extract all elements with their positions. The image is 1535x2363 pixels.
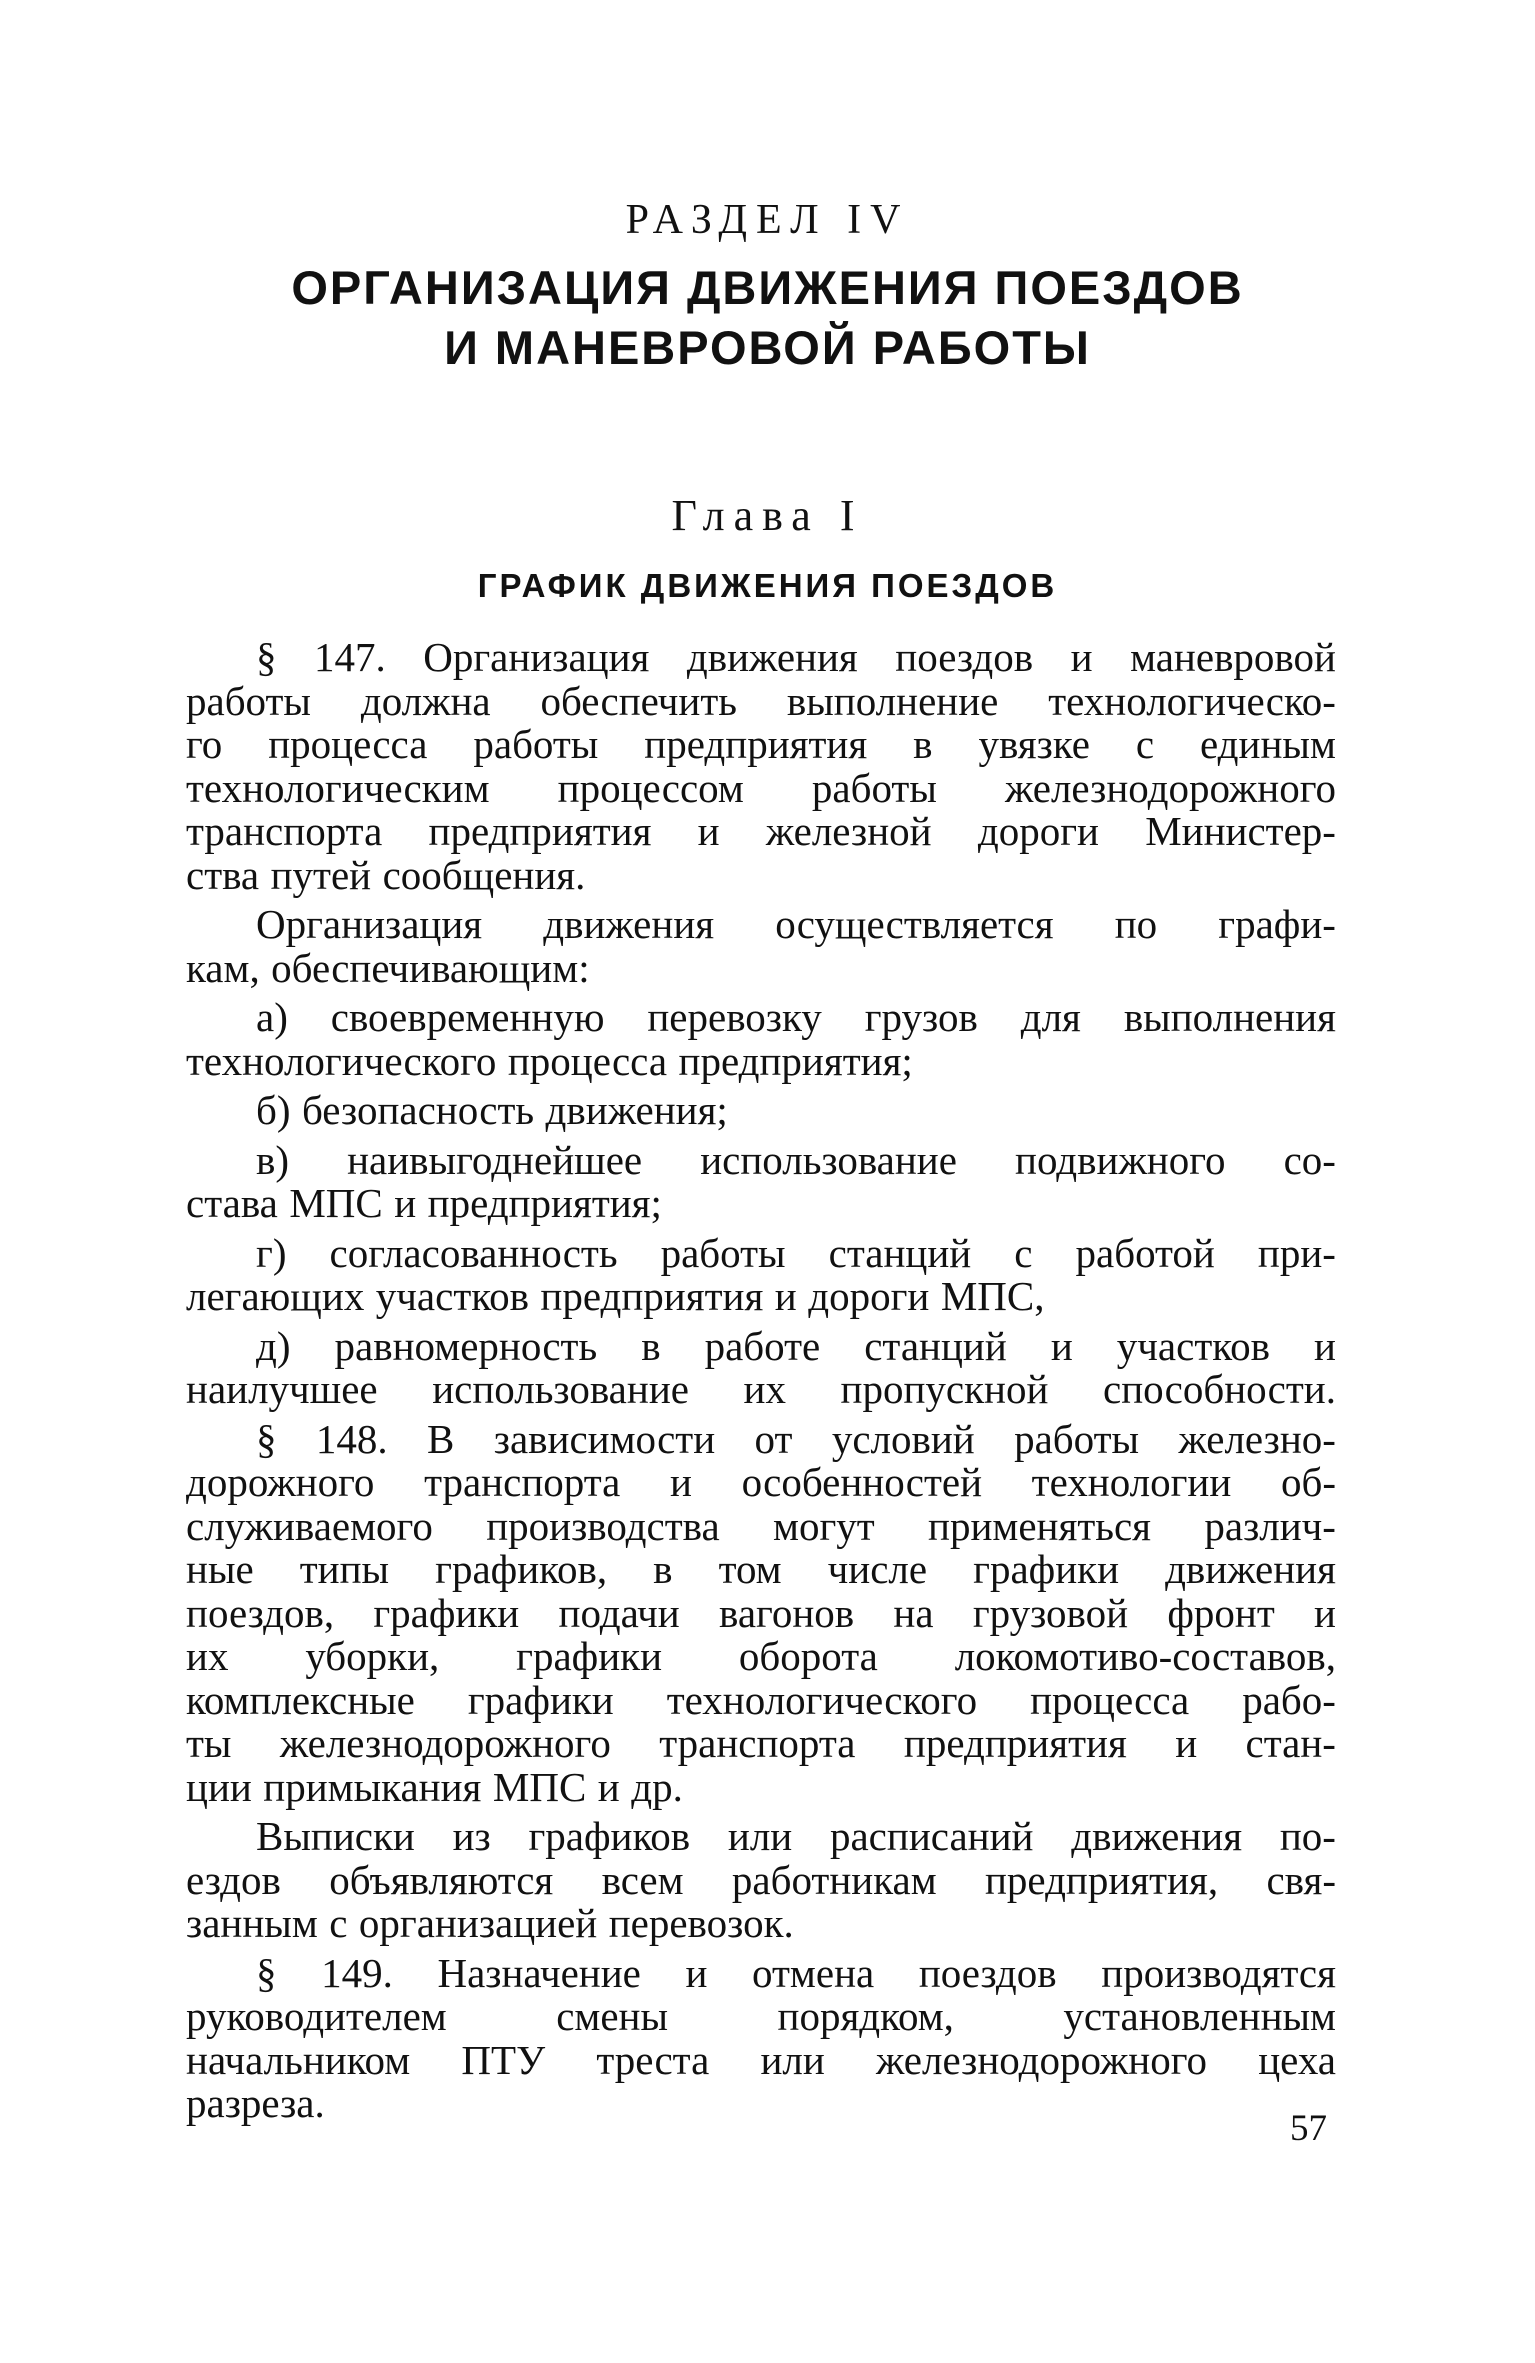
word: в bbox=[913, 721, 933, 767]
text-line bbox=[186, 2036, 1336, 2083]
word: д) bbox=[256, 1322, 291, 1369]
word: маневровой bbox=[1130, 634, 1336, 680]
word: со- bbox=[1283, 1136, 1336, 1183]
word: Выписки bbox=[256, 1813, 415, 1859]
word: их bbox=[743, 1366, 786, 1412]
word: графи- bbox=[1218, 901, 1336, 947]
word: сообщения. bbox=[382, 851, 586, 898]
word: и bbox=[1050, 1322, 1073, 1369]
word: процесса bbox=[268, 721, 428, 767]
word: ства bbox=[186, 851, 260, 898]
word: занным bbox=[186, 1900, 318, 1946]
word: разреза. bbox=[186, 2080, 325, 2126]
text-line bbox=[186, 1322, 1336, 1369]
word: пропускной bbox=[840, 1366, 1049, 1412]
text-line bbox=[186, 1902, 1336, 1946]
word: грузов bbox=[864, 994, 978, 1040]
word: и bbox=[1070, 634, 1093, 680]
word: работникам bbox=[731, 1856, 937, 1903]
word: перевозок. bbox=[608, 1900, 794, 1946]
word: служиваемого bbox=[186, 1502, 433, 1549]
word: наилучшее bbox=[186, 1366, 378, 1412]
word: ные bbox=[186, 1546, 254, 1592]
word: а) bbox=[256, 994, 288, 1040]
word: цеха bbox=[1258, 2036, 1336, 2083]
word: кам, bbox=[186, 944, 260, 991]
word: процесса bbox=[1030, 1676, 1190, 1723]
body-text bbox=[186, 636, 1336, 2126]
word: увязке bbox=[978, 721, 1090, 767]
word: оборота bbox=[738, 1633, 878, 1679]
word: использование bbox=[700, 1136, 957, 1183]
word: особенностей bbox=[741, 1459, 983, 1505]
word: поездов, bbox=[186, 1589, 335, 1636]
chapter-title: ГРАФИК ДВИЖЕНИЯ ПОЕЗДОВ bbox=[477, 567, 1058, 604]
word: подачи bbox=[558, 1589, 680, 1636]
word: транспорта bbox=[186, 808, 383, 854]
word: или bbox=[727, 1813, 793, 1859]
word: подвижного bbox=[1015, 1136, 1226, 1183]
word: поездов bbox=[918, 1949, 1057, 1996]
word: ПТУ bbox=[461, 2036, 546, 2083]
text-line bbox=[186, 1461, 1336, 1505]
word: том bbox=[718, 1546, 782, 1592]
word: § bbox=[256, 1415, 277, 1462]
word: своевременную bbox=[330, 994, 605, 1040]
word: из bbox=[452, 1813, 491, 1859]
word: В bbox=[427, 1415, 455, 1462]
word: технологическим bbox=[186, 764, 490, 811]
text-line bbox=[186, 636, 1336, 680]
text-line bbox=[186, 1548, 1336, 1592]
word: равномерность bbox=[334, 1322, 598, 1369]
text-line bbox=[186, 903, 1336, 947]
word: графиков, bbox=[435, 1546, 608, 1592]
word: путей bbox=[270, 851, 372, 898]
word: работой bbox=[1075, 1229, 1215, 1276]
word: станций bbox=[828, 1229, 972, 1276]
word: предприятия bbox=[644, 721, 868, 767]
word: их bbox=[186, 1633, 229, 1679]
text-line bbox=[186, 1856, 1336, 1903]
word: в) bbox=[256, 1136, 290, 1183]
text-line bbox=[186, 1589, 1336, 1636]
word: ездов bbox=[186, 1856, 281, 1903]
word: производства bbox=[486, 1502, 720, 1549]
word: става bbox=[186, 1180, 278, 1226]
word: движения bbox=[1165, 1546, 1336, 1592]
word: технологическо- bbox=[1048, 677, 1336, 724]
section-label: РАЗДЕЛ IV bbox=[625, 197, 910, 243]
word: участков bbox=[1116, 1322, 1270, 1369]
word: МПС bbox=[289, 1180, 383, 1226]
word: процессом bbox=[557, 764, 744, 811]
word: движения; bbox=[545, 1087, 728, 1133]
word: работы bbox=[811, 764, 937, 811]
word: графики bbox=[973, 1546, 1120, 1592]
word: числе bbox=[827, 1546, 928, 1592]
word: примыкания bbox=[263, 1763, 482, 1810]
text-line bbox=[186, 1635, 1336, 1679]
word: согласованность bbox=[329, 1229, 618, 1276]
text-line bbox=[186, 764, 1336, 811]
text-line bbox=[186, 1722, 1336, 1766]
word: го bbox=[186, 721, 223, 767]
word: единым bbox=[1200, 721, 1336, 767]
word: и bbox=[685, 1949, 708, 1996]
word: локомотиво-составов, bbox=[954, 1633, 1336, 1679]
word: движения bbox=[1071, 1813, 1243, 1859]
word: технологического bbox=[666, 1676, 978, 1723]
text-line bbox=[186, 1136, 1336, 1183]
word: предприятия bbox=[540, 1273, 764, 1319]
text-line bbox=[186, 851, 1336, 898]
word: и bbox=[597, 1763, 620, 1810]
word: и bbox=[670, 1459, 692, 1505]
word: Организация bbox=[423, 634, 650, 680]
word: по bbox=[1114, 901, 1158, 947]
word: производятся bbox=[1101, 1949, 1336, 1996]
word: железнодорожного bbox=[1004, 764, 1336, 811]
word: с bbox=[1135, 721, 1155, 767]
word: технологии bbox=[1031, 1459, 1232, 1505]
word: Организация bbox=[256, 901, 483, 947]
word: треста bbox=[596, 2036, 710, 2083]
word: графики bbox=[467, 1676, 614, 1723]
word: наивыгоднейшее bbox=[347, 1136, 643, 1183]
word: движения bbox=[543, 901, 715, 947]
text-line bbox=[186, 810, 1336, 854]
word: обеспечить bbox=[540, 677, 737, 724]
word: работе bbox=[704, 1322, 821, 1369]
word: или bbox=[760, 2036, 825, 2083]
word: железной bbox=[765, 808, 932, 854]
text-line bbox=[186, 1037, 1336, 1084]
word: и bbox=[394, 1180, 417, 1226]
text-line bbox=[186, 996, 1336, 1040]
section-title bbox=[0, 258, 1535, 378]
word: стан- bbox=[1245, 1720, 1336, 1766]
word: графики bbox=[373, 1589, 520, 1636]
word: Назначение bbox=[437, 1949, 641, 1996]
word: грузовой bbox=[972, 1589, 1129, 1636]
word: МПС bbox=[492, 1763, 587, 1810]
word: на bbox=[893, 1589, 934, 1636]
text-line bbox=[186, 1815, 1336, 1859]
word: и bbox=[1175, 1720, 1198, 1766]
word: свя- bbox=[1266, 1856, 1336, 1903]
word: выполнение bbox=[786, 677, 999, 724]
word: транспорта bbox=[424, 1459, 621, 1505]
word: дороги bbox=[808, 1273, 930, 1319]
text-line bbox=[186, 677, 1336, 724]
word: рабо- bbox=[1242, 1676, 1336, 1723]
text-line bbox=[186, 723, 1336, 767]
word: транспорта bbox=[659, 1720, 856, 1766]
word: вагонов bbox=[719, 1589, 855, 1636]
text-line bbox=[186, 1995, 1336, 2039]
word: 149. bbox=[321, 1949, 393, 1996]
word: организацией bbox=[358, 1900, 598, 1946]
word: и bbox=[1313, 1322, 1336, 1369]
word: безопасность bbox=[301, 1087, 535, 1133]
word: с bbox=[329, 1900, 348, 1946]
word: графиков bbox=[528, 1813, 691, 1859]
text-line bbox=[186, 1415, 1336, 1462]
word: станций bbox=[864, 1322, 1007, 1369]
page-number: 57 bbox=[1290, 2108, 1327, 2149]
word: применяться bbox=[928, 1502, 1152, 1549]
word: при- bbox=[1257, 1229, 1336, 1276]
word: железнодорожного bbox=[279, 1720, 611, 1766]
word: дорожного bbox=[186, 1459, 375, 1505]
word: и bbox=[1314, 1589, 1336, 1636]
word: поездов bbox=[895, 634, 1034, 680]
word: с bbox=[1014, 1229, 1033, 1276]
word: выполнения bbox=[1123, 994, 1336, 1040]
word: уборки, bbox=[305, 1633, 440, 1679]
section-title-line: И МАНЕВРОВОЙ РАБОТЫ bbox=[444, 321, 1091, 374]
text-line bbox=[186, 1368, 1336, 1412]
word: различ- bbox=[1204, 1502, 1336, 1549]
text-line bbox=[186, 1763, 1336, 1810]
word: предприятия bbox=[903, 1720, 1127, 1766]
word: технологического bbox=[186, 1037, 497, 1084]
word: фронт bbox=[1167, 1589, 1275, 1636]
word: перевозку bbox=[647, 994, 822, 1040]
word: и bbox=[774, 1273, 797, 1319]
word: железно- bbox=[1178, 1415, 1336, 1462]
word: комплексные bbox=[186, 1676, 415, 1723]
word: 147. bbox=[314, 634, 386, 680]
word: ции bbox=[186, 1763, 252, 1810]
word: 148. bbox=[315, 1415, 388, 1462]
word: др. bbox=[631, 1763, 683, 1810]
word: осуществляется bbox=[775, 901, 1054, 947]
word: предприятия, bbox=[984, 1856, 1219, 1903]
word: способности. bbox=[1103, 1366, 1336, 1412]
word: работы bbox=[1014, 1415, 1140, 1462]
word: дороги bbox=[977, 808, 1099, 854]
word: движения bbox=[686, 634, 858, 680]
word: предприятия; bbox=[427, 1180, 662, 1226]
text-line bbox=[186, 944, 1336, 991]
word: процесса bbox=[507, 1037, 668, 1084]
word: предприятия bbox=[428, 808, 652, 854]
word: ты bbox=[186, 1720, 232, 1766]
word: об- bbox=[1280, 1459, 1336, 1505]
text-line bbox=[186, 1275, 1336, 1319]
word: смены bbox=[556, 1993, 669, 2039]
text-line bbox=[186, 1229, 1336, 1276]
word: отмена bbox=[752, 1949, 875, 1996]
word: работы bbox=[186, 677, 311, 724]
word: всем bbox=[601, 1856, 684, 1903]
word: железнодорожного bbox=[876, 2036, 1208, 2083]
word: начальником bbox=[186, 2036, 411, 2083]
word: типы bbox=[299, 1546, 390, 1592]
word: участков bbox=[375, 1273, 529, 1319]
word: § bbox=[256, 634, 277, 680]
chapter-label: Глава I bbox=[671, 491, 864, 540]
word: обеспечивающим: bbox=[271, 944, 590, 991]
word: объявляются bbox=[329, 1856, 554, 1903]
word: установленным bbox=[1063, 1993, 1336, 2039]
word: в bbox=[653, 1546, 673, 1592]
word: порядком, bbox=[777, 1993, 954, 2039]
word: легающих bbox=[186, 1273, 365, 1319]
section-title-line: ОРГАНИЗАЦИЯ ДВИЖЕНИЯ ПОЕЗДОВ bbox=[291, 261, 1244, 314]
word: условий bbox=[831, 1415, 975, 1462]
word: могут bbox=[773, 1502, 875, 1549]
text-line bbox=[186, 1089, 1336, 1133]
word: должна bbox=[360, 677, 491, 724]
word: использование bbox=[432, 1366, 689, 1412]
word: § bbox=[256, 1949, 277, 1996]
word: МПС, bbox=[940, 1273, 1045, 1319]
text-line bbox=[186, 1676, 1336, 1723]
word: Министер- bbox=[1145, 808, 1336, 854]
word: руководителем bbox=[186, 1993, 447, 2039]
text-line bbox=[186, 2082, 1336, 2126]
text-line bbox=[186, 1949, 1336, 1996]
word: расписаний bbox=[829, 1813, 1034, 1859]
word: б) bbox=[256, 1087, 291, 1133]
word: зависимости bbox=[493, 1415, 716, 1462]
word: г) bbox=[256, 1229, 287, 1276]
word: работы bbox=[473, 721, 599, 767]
word: предприятия; bbox=[678, 1037, 913, 1084]
word: от bbox=[754, 1415, 793, 1462]
word: и bbox=[697, 808, 720, 854]
word: для bbox=[1020, 994, 1081, 1040]
word: работы bbox=[660, 1229, 786, 1276]
word: графики bbox=[516, 1633, 663, 1679]
text-line bbox=[186, 1182, 1336, 1226]
text-line bbox=[186, 1502, 1336, 1549]
word: в bbox=[641, 1322, 661, 1369]
word: по- bbox=[1279, 1813, 1336, 1859]
